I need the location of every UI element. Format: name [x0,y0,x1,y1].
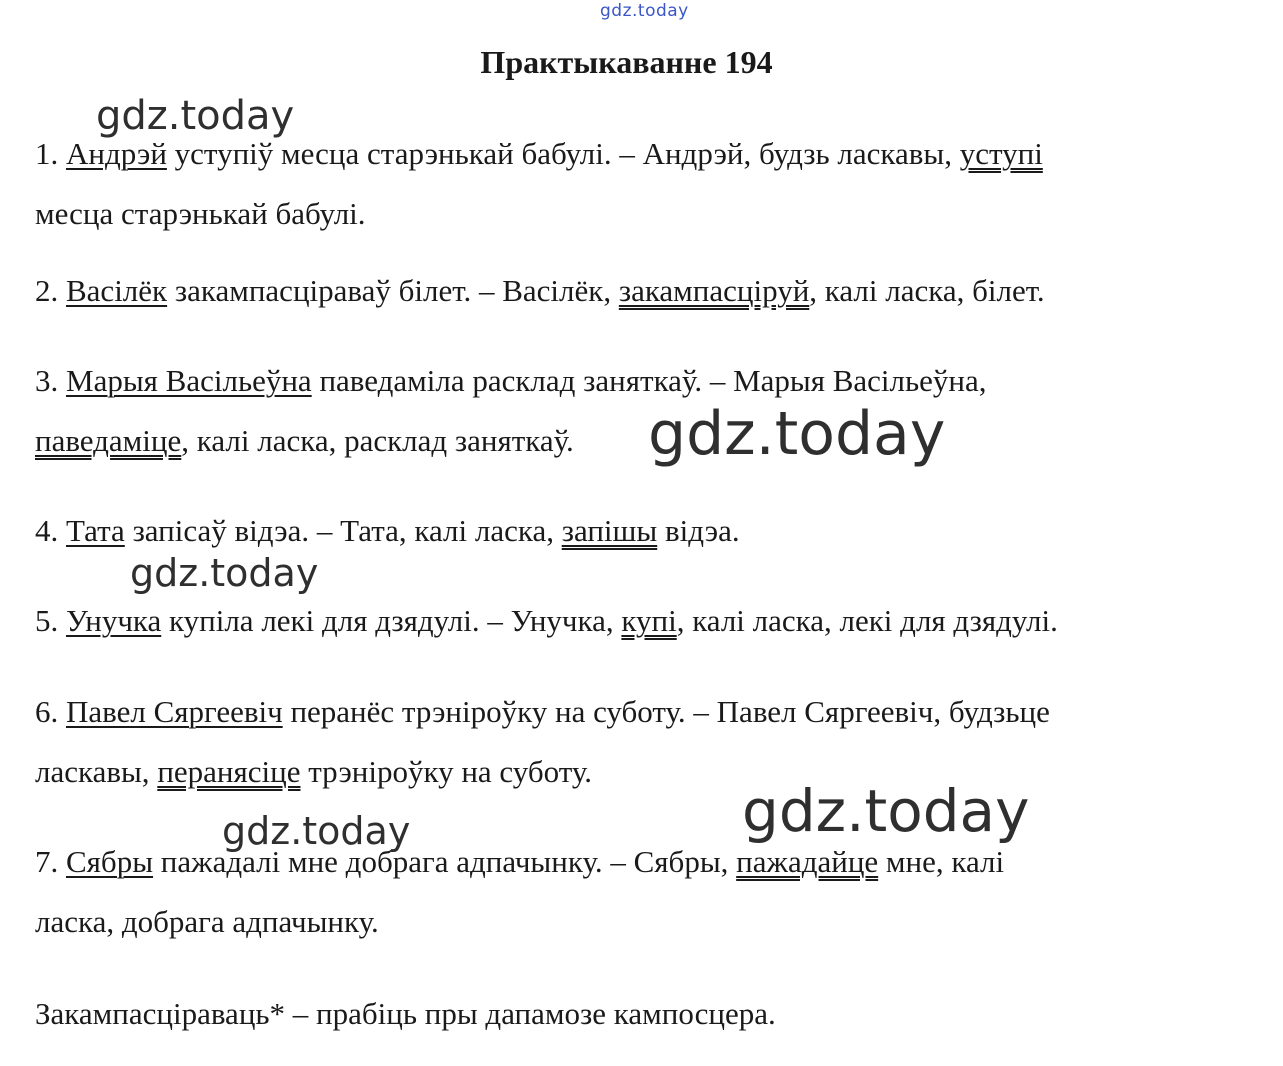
subject: Тата [66,513,125,548]
predicate: запішы [561,513,658,548]
exercise-item-3-line-2 [35,421,574,461]
sentence-text: трэніроўку на суботу. [300,754,593,789]
sentence-text: , калі ласка, білет. [809,273,1045,308]
sentence-text: запісаў відэа. – Тата, калі ласка, [124,513,562,548]
sentence-text: пажадалі мне добрага адпачынку. – Сябры, [153,844,737,879]
subject: Васілёк [66,273,168,308]
item-number: 1. [35,136,66,171]
exercise-item-3-line-1 [35,361,987,401]
sentence-text: відэа. [657,513,740,548]
predicate: закампасціруй [618,273,810,308]
subject: Андрэй [66,136,167,171]
exercise-item-7-line-1 [35,842,1004,882]
sentence-text: , калі ласка, расклад заняткаў. [181,423,574,458]
sentence-text: паведаміла расклад заняткаў. – Марыя Васільеўна, [311,363,987,398]
watermark: gdz.today [742,777,1030,845]
exercise-item-7-line-2: ласка, добрага адпачынку. [35,904,379,939]
exercise-item-1-line-2: месца старэнькай бабулі. [35,196,366,231]
subject: Унучка [66,603,162,638]
item-number: 2. [35,273,66,308]
predicate: паведаміце [35,423,182,458]
subject: Сябры [66,844,154,879]
sentence-text: закампасціраваў білет. – Васілёк, [167,273,619,308]
item-number: 4. [35,513,66,548]
sentence-text: , калі ласка, лекі для дзядулі. [676,603,1058,638]
item-number: 6. [35,694,66,729]
sentence-text: перанёс трэніроўку на суботу. – Павел Сяргеевіч, будзьце [282,694,1050,729]
exercise-item-6-line-2 [35,752,592,792]
exercise-item-4 [35,511,740,551]
item-number: 7. [35,844,66,879]
footnote: Закампасціраваць* – прабіць пры дапамозе кампосцера. [35,996,776,1031]
item-number: 3. [35,363,66,398]
item-number: 5. [35,603,66,638]
subject: Марыя Васільеўна [66,363,312,398]
watermark: gdz.today [222,809,411,853]
predicate: уступі [959,136,1043,171]
sentence-text: мне, калі [878,844,1005,879]
predicate: купі [621,603,677,638]
predicate: пажадайце [736,844,879,879]
page-title: Практыкаванне 194 [480,44,773,80]
sentence-text: купіла лекі для дзядулі. – Унучка, [161,603,622,638]
sentence-text: уступіў месца старэнькай бабулі. – Андрэй, будзь ласкавы, [166,136,960,171]
exercise-item-2 [35,271,1045,311]
watermark: gdz.today [96,93,295,139]
exercise-item-5 [35,601,1058,641]
sentence-text: ласкавы, [35,754,158,789]
exercise-item-6-line-1 [35,692,1050,732]
watermark-top: gdz.today [600,1,689,21]
predicate: перанясіце [157,754,301,789]
watermark: gdz.today [648,399,946,469]
watermark: gdz.today [130,551,319,595]
subject: Павел Сяргеевіч [66,694,283,729]
exercise-item-1-line-1 [35,134,1043,174]
